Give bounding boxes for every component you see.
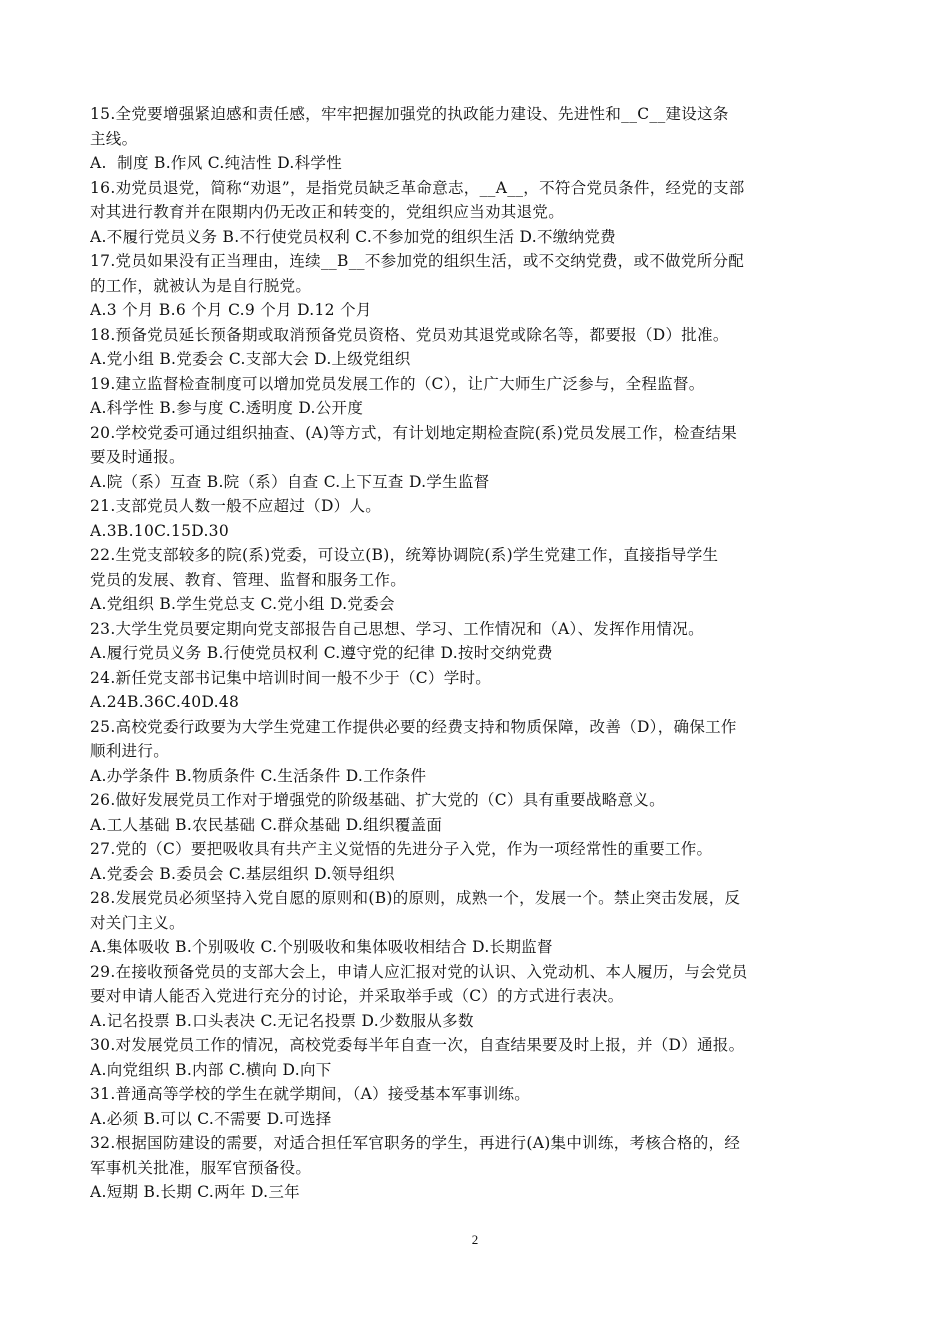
answer-options-line: A.党委会 B.委员会 C.基层组织 D.领导组织: [90, 864, 395, 883]
answer-options-line: A.短期 B.长期 C.两年 D.三年: [90, 1183, 300, 1201]
question-text-line: 党员的发展、教育、管理、监督和服务工作。: [90, 570, 407, 589]
question-text-line: 顺利进行。: [90, 742, 170, 760]
question-text-line: 25.高校党委行政要为大学生党建工作提供必要的经费支持和物质保障，改善（D），确保工作: [90, 717, 737, 736]
answer-options-line: A.24B.36C.40D.48: [90, 693, 240, 711]
question-text-line: 对其进行教育并在限期内仍无改正和转变的，党组织应当劝其退党。: [90, 203, 565, 221]
question-text-line: 31.普通高等学校的学生在就学期间，（A）接受基本军事训练。: [90, 1085, 531, 1103]
answer-options-line: A. 制度 B.作风 C.纯洁性 D.科学性: [90, 154, 343, 172]
answer-options-line: A.党组织 B.学生党总支 C.党小组 D.党委会: [90, 595, 395, 613]
answer-options-line: A.集体吸收 B.个别吸收 C.个别吸收和集体吸收相结合 D.长期监督: [90, 938, 553, 956]
answer-options-line: A.履行党员义务 B.行使党员权利 C.遵守党的纪律 D.按时交纳党费: [90, 644, 553, 662]
answer-options-line: A.不履行党员义务 B.不行使党员权利 C.不参加党的组织生活 D.不缴纳党费: [90, 227, 616, 246]
question-text-line: 对关门主义。: [90, 913, 185, 932]
question-text-line: 18.预备党员延长预备期或取消预备党员资格、党员劝其退党或除名等，都要报（D）批准。: [90, 325, 729, 344]
question-text-line: 17.党员如果没有正当理由，连续__B__不参加党的组织生活，或不交纳党费，或不做党所分配: [90, 252, 745, 270]
answer-options-line: A.必须 B.可以 C.不需要 D.可选择: [90, 1109, 332, 1128]
question-text-line: 16.劝党员退党，简称“劝退”，是指党员缺乏革命意志，__A__，不符合党员条件，经党的支部: [90, 178, 745, 197]
question-list: [90, 102, 865, 1205]
question-text-line: 要对申请人能否入党进行充分的讨论，并采取举手或（C）的方式进行表决。: [90, 987, 624, 1005]
answer-options-line: A.向党组织 B.内部 C.横向 D.向下: [90, 1060, 332, 1079]
question-text-line: 主线。: [90, 129, 138, 148]
page-number: 2: [471, 1232, 479, 1247]
question-text-line: 32.根据国防建设的需要，对适合担任军官职务的学生，再进行(A)集中训练，考核合格的，经: [90, 1134, 741, 1152]
question-text-line: 19.建立监督检查制度可以增加党员发展工作的（C），让广大师生广泛参与，全程监督。: [90, 374, 705, 393]
question-text-line: 15.全党要增强紧迫感和责任感，牢牢把握加强党的执政能力建设、先进性和__C__建设这条: [90, 105, 729, 123]
question-text-line: 27.党的（C）要把吸收具有共产主义觉悟的先进分子入党，作为一项经常性的重要工作。: [90, 840, 713, 858]
answer-options-line: A.3 个月 B.6 个月 C.9 个月 D.12 个月: [90, 301, 372, 319]
question-text-line: 20.学校党委可通过组织抽查、(A)等方式，有计划地定期检查院(系)党员发展工作，检查结果: [90, 423, 738, 442]
answer-options-line: A.院（系）互查 B.院（系）自查 C.上下互查 D.学生监督: [90, 472, 490, 491]
question-text-line: 30.对发展党员工作的情况，高校党委每半年自查一次，自查结果要及时上报，并（D）通报。: [90, 1036, 745, 1054]
answer-options-line: A.党小组 B.党委会 C.支部大会 D.上级党组织: [90, 350, 411, 368]
question-text-line: 23.大学生党员要定期向党支部报告自己思想、学习、工作情况和（A）、发挥作用情况。: [90, 619, 704, 638]
question-text-line: 军事机关批准，服军官预备役。: [90, 1158, 312, 1177]
question-text-line: 22.生党支部较多的院(系)党委，可设立(B)，统筹协调院(系)学生党建工作，直接指导学生: [90, 546, 719, 564]
question-text-line: 21.支部党员人数一般不应超过（D）人。: [90, 497, 382, 515]
question-text-line: 的工作，就被认为是自行脱党。: [90, 276, 312, 295]
question-text-line: 28.发展党员必须坚持入党自愿的原则和(B)的原则，成熟一个，发展一个。禁止突击发展，反: [90, 889, 741, 907]
answer-options-line: A.3B.10C.15D.30: [90, 521, 230, 540]
question-text-line: 24.新任党支部书记集中培训时间一般不少于（C）学时。: [90, 668, 492, 687]
answer-options-line: A.记名投票 B.口头表决 C.无记名投票 D.少数服从多数: [90, 1011, 474, 1030]
answer-options-line: A.工人基础 B.农民基础 C.群众基础 D.组织覆盖面: [90, 815, 443, 834]
question-text-line: 26.做好发展党员工作对于增强党的阶级基础、扩大党的（C）具有重要战略意义。: [90, 791, 665, 809]
question-text-line: 要及时通报。: [90, 448, 185, 466]
question-text-line: 29.在接收预备党员的支部大会上，申请人应汇报对党的认识、入党动机、本人履历，与会党员: [90, 962, 748, 981]
answer-options-line: A.科学性 B.参与度 C.透明度 D.公开度: [90, 399, 364, 417]
answer-options-line: A.办学条件 B.物质条件 C.生活条件 D.工作条件: [90, 766, 427, 785]
